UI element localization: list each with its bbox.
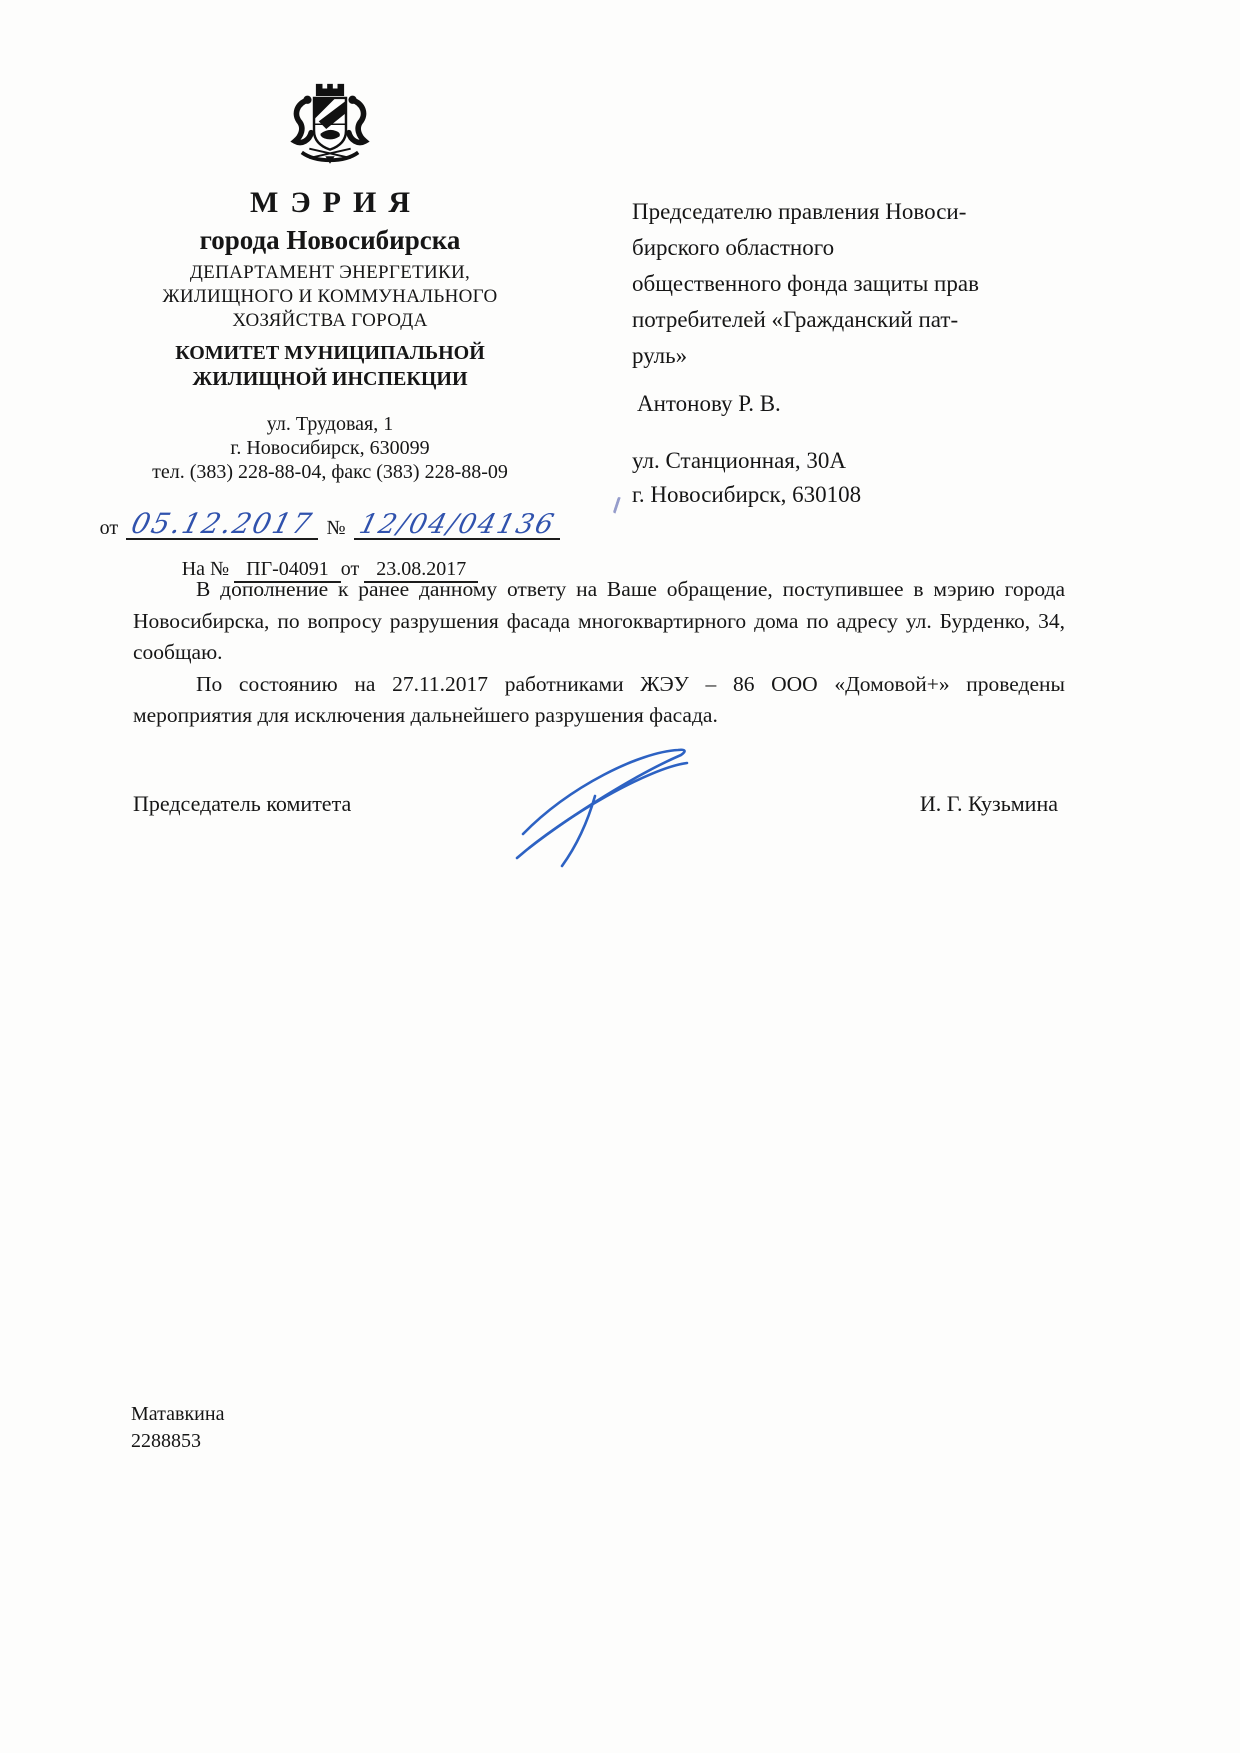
sender-phone: тел. (383) 228-88-04, факс (383) 228-88-09 — [152, 461, 508, 483]
number-sign-label: № — [326, 517, 346, 539]
signer-title: Председатель комитета — [133, 791, 352, 816]
recipient-street: ул. Станционная, 30А — [632, 448, 846, 473]
body-paragraph-1: В дополнение к ранее данному ответу на Ваше обращение, поступившее в мэрию города Новосибирска, по вопросу разрушения фасада многоквартирного дома по адресу ул. Бурденко, 34, сообщаю. — [133, 577, 1065, 664]
signer-name: И. Г. Кузьмина — [919, 791, 1058, 816]
sender-city: г. Новосибирск, 630099 — [230, 437, 430, 459]
reference-ot-label: от — [340, 558, 360, 580]
department-line: ЖИЛИЩНОГО И КОММУНАЛЬНОГО — [162, 286, 498, 307]
novosibirsk-coat-of-arms-icon — [283, 80, 377, 176]
ink-mark-artifact — [613, 497, 630, 517]
committee-name — [120, 340, 540, 392]
recipient-title-line: общественного фонда защиты прав — [632, 271, 979, 296]
committee-line: ЖИЛИЩНОЙ ИНСПЕКЦИИ — [192, 368, 468, 390]
outgoing-number-handwritten: 12/04/04136 — [355, 509, 559, 540]
recipient-title-line: бирского областного — [632, 235, 835, 260]
executor-block — [131, 1401, 224, 1455]
recipient-title-line: Председателю правления Новоси- — [632, 199, 967, 224]
outgoing-date-handwritten: 05.12.2017 — [128, 507, 317, 540]
outgoing-number-line — [99, 496, 559, 540]
letterhead — [99, 80, 559, 583]
department-name — [120, 261, 540, 333]
recipient-address — [632, 444, 1087, 512]
reference-label: На № — [181, 558, 230, 580]
from-label: от — [99, 517, 119, 539]
recipient-title-line: потребителей «Гражданский пат- — [632, 307, 959, 332]
recipient-city: г. Новосибирск, 630108 — [632, 482, 862, 507]
outgoing-date-blank — [126, 507, 318, 540]
reference-date: 23.08.2017 — [364, 558, 478, 583]
sender-address — [120, 412, 540, 484]
department-line: ДЕПАРТАМЕНТ ЭНЕРГЕТИКИ, — [189, 262, 471, 283]
recipient-name: Антонову Р. В. — [637, 391, 781, 416]
executor-name: Матавкина — [131, 1403, 225, 1425]
recipient-block — [632, 194, 1087, 512]
body-paragraph-2: По состоянию на 27.11.2017 работниками ЖЭУ – 86 ООО «Домовой+» проведены мероприятия для исключения дальнейшего разрушения фасада. — [133, 671, 1065, 727]
committee-line: КОМИТЕТ МУНИЦИПАЛЬНОЙ — [175, 342, 485, 364]
executor-phone: 2288853 — [131, 1430, 201, 1452]
sender-street: ул. Трудовая, 1 — [266, 413, 394, 435]
letter-body — [133, 574, 1065, 732]
department-line: ХОЗЯЙСТВА ГОРОДА — [232, 310, 428, 331]
org-city: города Новосибирска — [199, 225, 461, 255]
recipient-title-line: руль» — [632, 343, 688, 368]
handwritten-signature-icon — [515, 742, 705, 870]
org-title: МЭРИЯ — [250, 186, 422, 219]
reference-number: ПГ-04091 — [234, 558, 341, 583]
outgoing-number-blank — [354, 511, 561, 540]
